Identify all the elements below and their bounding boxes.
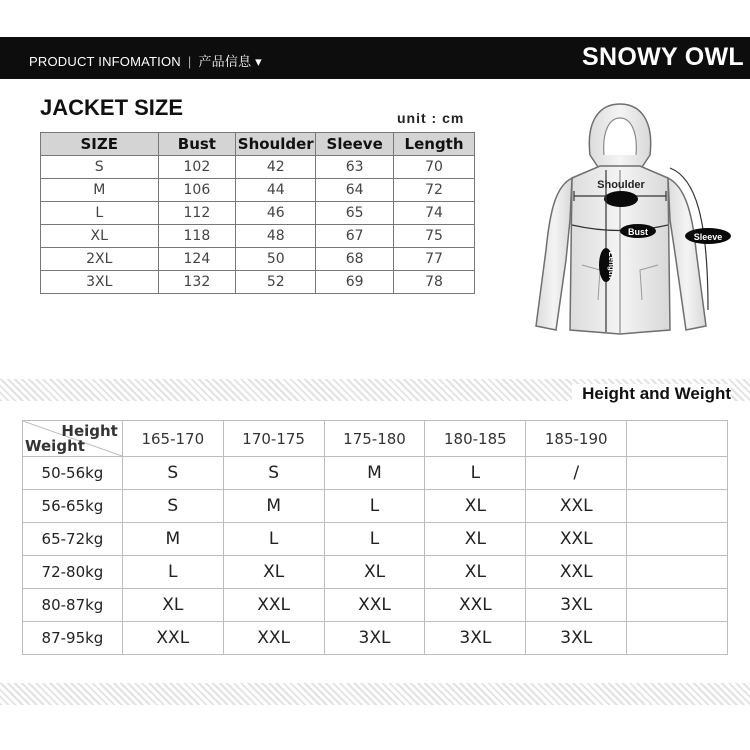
jacket-size-table bbox=[40, 132, 475, 294]
table-corner-cell bbox=[23, 421, 123, 457]
size-cell bbox=[627, 589, 728, 622]
weight-cell: 72-80kg bbox=[23, 556, 123, 589]
size-cell: XXL bbox=[526, 556, 627, 589]
table-cell: 48 bbox=[236, 225, 316, 248]
size-header-cell: SIZE bbox=[41, 133, 159, 156]
size-table-header-row bbox=[41, 133, 475, 156]
table-row bbox=[23, 622, 728, 655]
size-cell: 3XL bbox=[324, 622, 425, 655]
table-row bbox=[41, 179, 475, 202]
table-row bbox=[41, 202, 475, 225]
table-cell: 44 bbox=[236, 179, 316, 202]
shoulder-label: Shoulder bbox=[597, 179, 645, 191]
size-cell: L bbox=[324, 523, 425, 556]
table-cell: 63 bbox=[316, 156, 394, 179]
size-cell: XXL bbox=[324, 589, 425, 622]
height-header-cell: 185-190 bbox=[526, 421, 627, 457]
weight-cell: 87-95kg bbox=[23, 622, 123, 655]
size-cell: 3XL bbox=[526, 589, 627, 622]
bottom-divider bbox=[0, 683, 750, 705]
table-cell: 75 bbox=[394, 225, 475, 248]
table-row bbox=[41, 156, 475, 179]
table-cell: 50 bbox=[236, 248, 316, 271]
table-cell: 72 bbox=[394, 179, 475, 202]
table-cell: 64 bbox=[316, 179, 394, 202]
product-info-cn-label: 产品信息 ▾ bbox=[198, 54, 262, 69]
size-header-cell: Shoulder bbox=[236, 133, 316, 156]
size-header-cell: Length bbox=[394, 133, 475, 156]
size-cell: XXL bbox=[526, 523, 627, 556]
height-header-cell: 165-170 bbox=[122, 421, 223, 457]
table-cell: 65 bbox=[316, 202, 394, 225]
table-cell: 112 bbox=[158, 202, 236, 225]
size-cell: XXL bbox=[223, 622, 324, 655]
size-cell bbox=[627, 523, 728, 556]
size-cell: L bbox=[425, 457, 526, 490]
corner-height-label: Height bbox=[61, 422, 118, 440]
table-cell: 78 bbox=[394, 271, 475, 294]
size-cell: 3XL bbox=[425, 622, 526, 655]
table-cell: 69 bbox=[316, 271, 394, 294]
table-row bbox=[23, 523, 728, 556]
size-cell bbox=[627, 622, 728, 655]
product-info-heading: PRODUCT INFOMATION | 产品信息 ▾ bbox=[29, 54, 262, 69]
table-cell: 68 bbox=[316, 248, 394, 271]
height-header-cell: 170-175 bbox=[223, 421, 324, 457]
size-cell: XL bbox=[425, 490, 526, 523]
size-cell: L bbox=[122, 556, 223, 589]
table-cell: XL bbox=[41, 225, 159, 248]
size-cell: M bbox=[223, 490, 324, 523]
size-cell: XL bbox=[425, 523, 526, 556]
size-cell: XL bbox=[324, 556, 425, 589]
length-label: Length bbox=[607, 251, 616, 279]
size-cell: L bbox=[324, 490, 425, 523]
table-cell: L bbox=[41, 202, 159, 225]
table-row bbox=[23, 589, 728, 622]
size-cell: M bbox=[122, 523, 223, 556]
height-weight-table bbox=[22, 420, 728, 655]
table-cell: 106 bbox=[158, 179, 236, 202]
size-cell: XXL bbox=[425, 589, 526, 622]
size-header-cell: Bust bbox=[158, 133, 236, 156]
table-row bbox=[41, 225, 475, 248]
size-cell bbox=[627, 457, 728, 490]
size-cell: 3XL bbox=[526, 622, 627, 655]
size-cell: XXL bbox=[223, 589, 324, 622]
bust-label: Bust bbox=[628, 227, 648, 237]
shoulder-marker bbox=[604, 191, 638, 207]
table-cell: 77 bbox=[394, 248, 475, 271]
weight-cell: 50-56kg bbox=[23, 457, 123, 490]
table-cell: 42 bbox=[236, 156, 316, 179]
height-header-cell: 180-185 bbox=[425, 421, 526, 457]
weight-cell: 56-65kg bbox=[23, 490, 123, 523]
jacket-outline-icon bbox=[536, 104, 706, 334]
table-cell: 2XL bbox=[41, 248, 159, 271]
table-row bbox=[23, 556, 728, 589]
weight-cell: 80-87kg bbox=[23, 589, 123, 622]
table-cell: S bbox=[41, 156, 159, 179]
table-row bbox=[23, 457, 728, 490]
size-cell: S bbox=[122, 490, 223, 523]
size-cell: / bbox=[526, 457, 627, 490]
table-cell: 3XL bbox=[41, 271, 159, 294]
corner-weight-label: Weight bbox=[25, 437, 85, 455]
size-cell: S bbox=[223, 457, 324, 490]
table-row bbox=[23, 490, 728, 523]
table-cell: 124 bbox=[158, 248, 236, 271]
size-cell: S bbox=[122, 457, 223, 490]
table-cell: 74 bbox=[394, 202, 475, 225]
table-cell: 70 bbox=[394, 156, 475, 179]
size-cell: L bbox=[223, 523, 324, 556]
size-cell: XL bbox=[122, 589, 223, 622]
size-cell: XXL bbox=[526, 490, 627, 523]
height-weight-title: Height and Weight bbox=[572, 384, 731, 404]
table-cell: 118 bbox=[158, 225, 236, 248]
height-header-cell: 175-180 bbox=[324, 421, 425, 457]
table-row bbox=[41, 271, 475, 294]
table-cell: 46 bbox=[236, 202, 316, 225]
size-cell: M bbox=[324, 457, 425, 490]
height-header-row bbox=[23, 421, 728, 457]
weight-cell: 65-72kg bbox=[23, 523, 123, 556]
size-cell bbox=[627, 556, 728, 589]
jacket-diagram bbox=[520, 100, 735, 345]
jacket-size-title: JACKET SIZE bbox=[40, 95, 184, 120]
table-row bbox=[41, 248, 475, 271]
brand-name: SNOWY OWL bbox=[582, 43, 744, 71]
size-cell: XXL bbox=[122, 622, 223, 655]
table-cell: M bbox=[41, 179, 159, 202]
height-header-cell bbox=[627, 421, 728, 457]
product-info-label: PRODUCT INFOMATION bbox=[29, 54, 181, 69]
table-cell: 102 bbox=[158, 156, 236, 179]
sleeve-label: Sleeve bbox=[693, 232, 723, 242]
size-cell: XL bbox=[425, 556, 526, 589]
unit-label: unit : cm bbox=[397, 110, 465, 126]
size-cell: XL bbox=[223, 556, 324, 589]
top-banner bbox=[0, 37, 750, 79]
size-cell bbox=[627, 490, 728, 523]
size-header-cell: Sleeve bbox=[316, 133, 394, 156]
table-cell: 67 bbox=[316, 225, 394, 248]
table-cell: 52 bbox=[236, 271, 316, 294]
table-cell: 132 bbox=[158, 271, 236, 294]
